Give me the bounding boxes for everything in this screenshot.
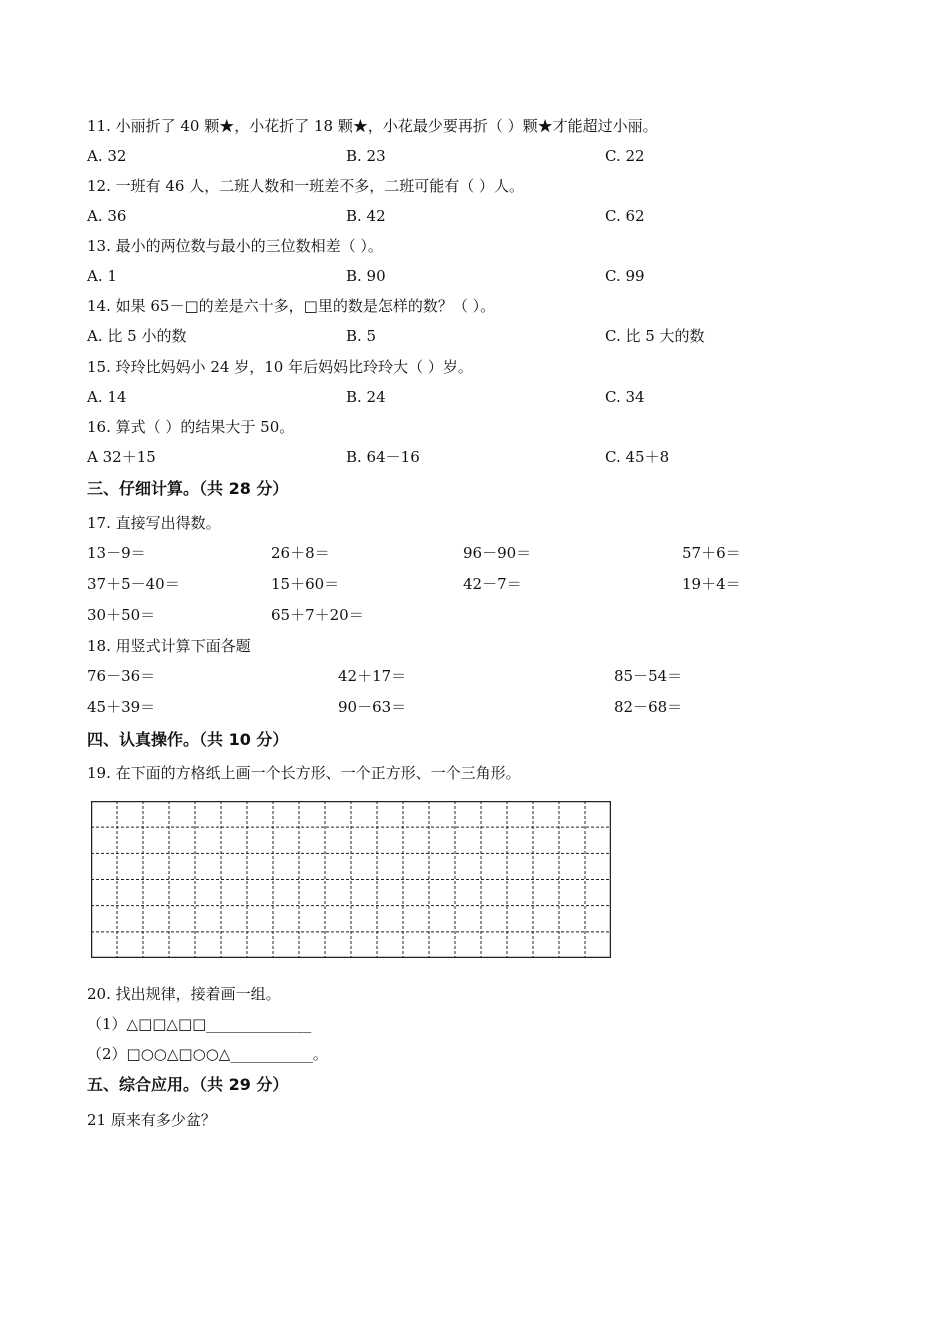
question-15-stem: 15. 玲玲比妈妈小 24 岁，10 年后妈妈比玲玲大（ ）岁。 — [87, 358, 473, 376]
question-20-stem: 20. 找出规律，接着画一组。 — [87, 985, 281, 1003]
question-17-stem: 17. 直接写出得数。 — [87, 514, 221, 532]
question-20-part-1: （1）△□□△□□______________ — [87, 1015, 312, 1033]
q17-item: 15＋60＝ — [271, 575, 340, 593]
q17-item: 26＋8＝ — [271, 544, 330, 562]
question-15-option-c: C. 34 — [605, 388, 645, 406]
question-12-option-b: B. 42 — [346, 207, 386, 225]
q17-item: 30＋50＝ — [87, 606, 156, 624]
q17-item: 19＋4＝ — [682, 575, 741, 593]
question-16-stem: 16. 算式（ ）的结果大于 50。 — [87, 418, 295, 436]
q18-item: 42＋17＝ — [338, 667, 407, 685]
question-14-option-a: A. 比 5 小的数 — [87, 327, 187, 345]
question-12-stem: 12. 一班有 46 人，二班人数和一班差不多，二班可能有（ ）人。 — [87, 177, 525, 195]
q18-item: 45＋39＝ — [87, 698, 156, 716]
question-14-option-c: C. 比 5 大的数 — [605, 327, 705, 345]
q18-item: 82－68＝ — [614, 698, 683, 716]
grid-paper[interactable] — [91, 801, 611, 958]
question-11-option-a: A. 32 — [87, 147, 127, 165]
question-12-option-a: A. 36 — [87, 207, 127, 225]
section-5-heading: 五、综合应用。（共 29 分） — [87, 1075, 289, 1094]
section-4-heading: 四、认真操作。（共 10 分） — [87, 730, 289, 749]
grid-paper-svg — [91, 801, 611, 958]
question-14-option-b: B. 5 — [346, 327, 377, 345]
q17-item: 13－9＝ — [87, 544, 146, 562]
question-13-option-c: C. 99 — [605, 267, 645, 285]
question-18-stem: 18. 用竖式计算下面各题 — [87, 637, 251, 655]
question-15-option-b: B. 24 — [346, 388, 386, 406]
q18-item: 90－63＝ — [338, 698, 407, 716]
question-13-option-b: B. 90 — [346, 267, 386, 285]
section-3-heading: 三、仔细计算。（共 28 分） — [87, 479, 289, 498]
q17-item: 57＋6＝ — [682, 544, 741, 562]
q17-item: 37＋5－40＝ — [87, 575, 180, 593]
question-16-option-c: C. 45＋8 — [605, 448, 670, 466]
q18-item: 85－54＝ — [614, 667, 683, 685]
question-14-stem: 14. 如果 65－□的差是六十多，□里的数是怎样的数？（ ）。 — [87, 297, 496, 315]
question-13-stem: 13. 最小的两位数与最小的三位数相差（ ）。 — [87, 237, 383, 255]
question-13-option-a: A. 1 — [87, 267, 117, 285]
question-11-option-c: C. 22 — [605, 147, 645, 165]
question-21-stem: 21 原来有多少盆？ — [87, 1111, 216, 1129]
question-20-part-2: （2）□○○△□○○△___________。 — [87, 1045, 328, 1063]
question-19-stem: 19. 在下面的方格纸上画一个长方形、一个正方形、一个三角形。 — [87, 764, 521, 782]
question-11-option-b: B. 23 — [346, 147, 386, 165]
q17-item: 42－7＝ — [463, 575, 522, 593]
q18-item: 76－36＝ — [87, 667, 156, 685]
question-15-option-a: A. 14 — [87, 388, 127, 406]
question-12-option-c: C. 62 — [605, 207, 645, 225]
q17-item: 96－90＝ — [463, 544, 532, 562]
question-16-option-b: B. 64－16 — [346, 448, 420, 466]
question-16-option-a: A 32＋15 — [87, 448, 156, 466]
q17-item: 65＋7＋20＝ — [271, 606, 364, 624]
question-11-stem: 11. 小丽折了 40 颗★，小花折了 18 颗★，小花最少要再折（ ）颗★才能超过小丽。 — [87, 117, 658, 135]
